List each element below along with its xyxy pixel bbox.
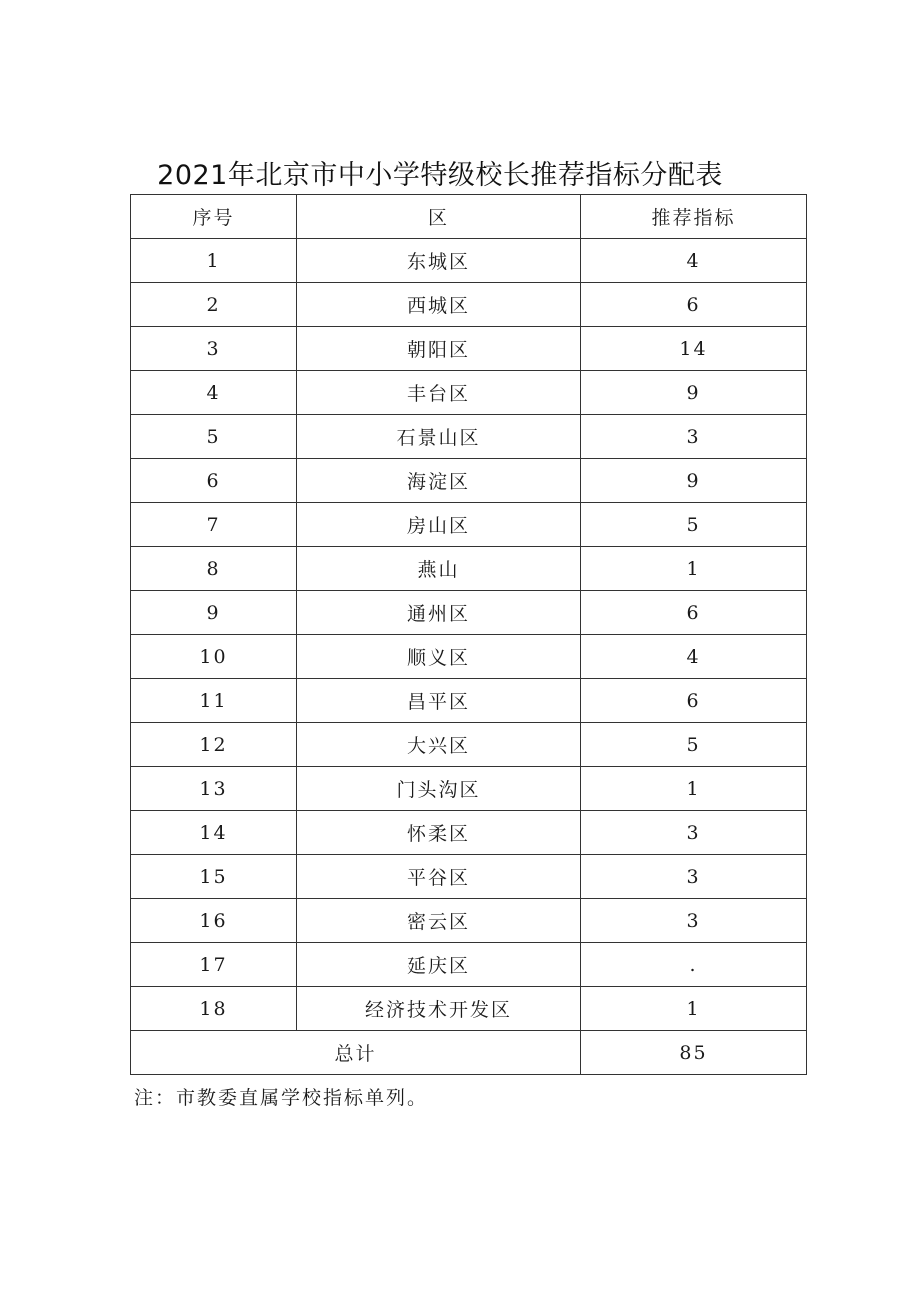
- table-row: [131, 371, 807, 415]
- serial-number-cell: 11: [131, 679, 297, 723]
- district-cell: 门头沟区: [297, 767, 581, 811]
- quota-cell: .: [581, 943, 807, 987]
- quota-cell: 9: [581, 459, 807, 503]
- quota-cell: 4: [581, 239, 807, 283]
- district-cell: 石景山区: [297, 415, 581, 459]
- district-cell: 丰台区: [297, 371, 581, 415]
- serial-number-cell: 2: [131, 283, 297, 327]
- quota-cell: 1: [581, 767, 807, 811]
- serial-number-cell: 8: [131, 547, 297, 591]
- district-cell: 燕山: [297, 547, 581, 591]
- table-row: [131, 283, 807, 327]
- table-row: [131, 767, 807, 811]
- quota-cell: 9: [581, 371, 807, 415]
- serial-number-cell: 15: [131, 855, 297, 899]
- header-district: 区: [297, 195, 581, 239]
- table-row: [131, 899, 807, 943]
- page-title: 2021年北京市中小学特级校长推荐指标分配表: [157, 160, 723, 191]
- serial-number-cell: 5: [131, 415, 297, 459]
- serial-number-cell: 6: [131, 459, 297, 503]
- district-cell: 东城区: [297, 239, 581, 283]
- footnote: 注：市教委直属学校指标单列。: [134, 1087, 429, 1109]
- serial-number-cell: 17: [131, 943, 297, 987]
- table-row: [131, 943, 807, 987]
- serial-number-cell: 16: [131, 899, 297, 943]
- total-label: 总计: [131, 1031, 581, 1075]
- serial-number-cell: 7: [131, 503, 297, 547]
- district-cell: 大兴区: [297, 723, 581, 767]
- header-serial-number: 序号: [131, 195, 297, 239]
- serial-number-cell: 10: [131, 635, 297, 679]
- serial-number-cell: 14: [131, 811, 297, 855]
- table-row: [131, 811, 807, 855]
- quota-cell: 1: [581, 987, 807, 1031]
- serial-number-cell: 13: [131, 767, 297, 811]
- quota-cell: 3: [581, 415, 807, 459]
- table-header-row: [131, 195, 807, 239]
- table-row: [131, 855, 807, 899]
- district-cell: 延庆区: [297, 943, 581, 987]
- table-row: [131, 591, 807, 635]
- serial-number-cell: 18: [131, 987, 297, 1031]
- table-row: [131, 415, 807, 459]
- district-cell: 密云区: [297, 899, 581, 943]
- table-row: [131, 723, 807, 767]
- quota-cell: 5: [581, 723, 807, 767]
- district-cell: 房山区: [297, 503, 581, 547]
- serial-number-cell: 9: [131, 591, 297, 635]
- table-row: [131, 327, 807, 371]
- table-row: [131, 459, 807, 503]
- table-row: [131, 679, 807, 723]
- quota-cell: 6: [581, 591, 807, 635]
- table-row: [131, 635, 807, 679]
- district-cell: 朝阳区: [297, 327, 581, 371]
- quota-cell: 5: [581, 503, 807, 547]
- serial-number-cell: 12: [131, 723, 297, 767]
- quota-cell: 14: [581, 327, 807, 371]
- quota-cell: 3: [581, 899, 807, 943]
- district-cell: 经济技术开发区: [297, 987, 581, 1031]
- serial-number-cell: 4: [131, 371, 297, 415]
- district-cell: 昌平区: [297, 679, 581, 723]
- district-cell: 平谷区: [297, 855, 581, 899]
- quota-cell: 3: [581, 855, 807, 899]
- quota-cell: 6: [581, 679, 807, 723]
- total-value: 85: [581, 1031, 807, 1075]
- serial-number-cell: 3: [131, 327, 297, 371]
- total-row: [131, 1031, 807, 1075]
- table-row: [131, 239, 807, 283]
- table-row: [131, 987, 807, 1031]
- district-cell: 怀柔区: [297, 811, 581, 855]
- quota-cell: 4: [581, 635, 807, 679]
- quota-cell: 3: [581, 811, 807, 855]
- district-cell: 西城区: [297, 283, 581, 327]
- district-cell: 顺义区: [297, 635, 581, 679]
- quota-cell: 6: [581, 283, 807, 327]
- table-row: [131, 503, 807, 547]
- district-cell: 海淀区: [297, 459, 581, 503]
- district-cell: 通州区: [297, 591, 581, 635]
- serial-number-cell: 1: [131, 239, 297, 283]
- table-row: [131, 547, 807, 591]
- allocation-table: [130, 194, 807, 1075]
- header-recommended-quota: 推荐指标: [581, 195, 807, 239]
- quota-cell: 1: [581, 547, 807, 591]
